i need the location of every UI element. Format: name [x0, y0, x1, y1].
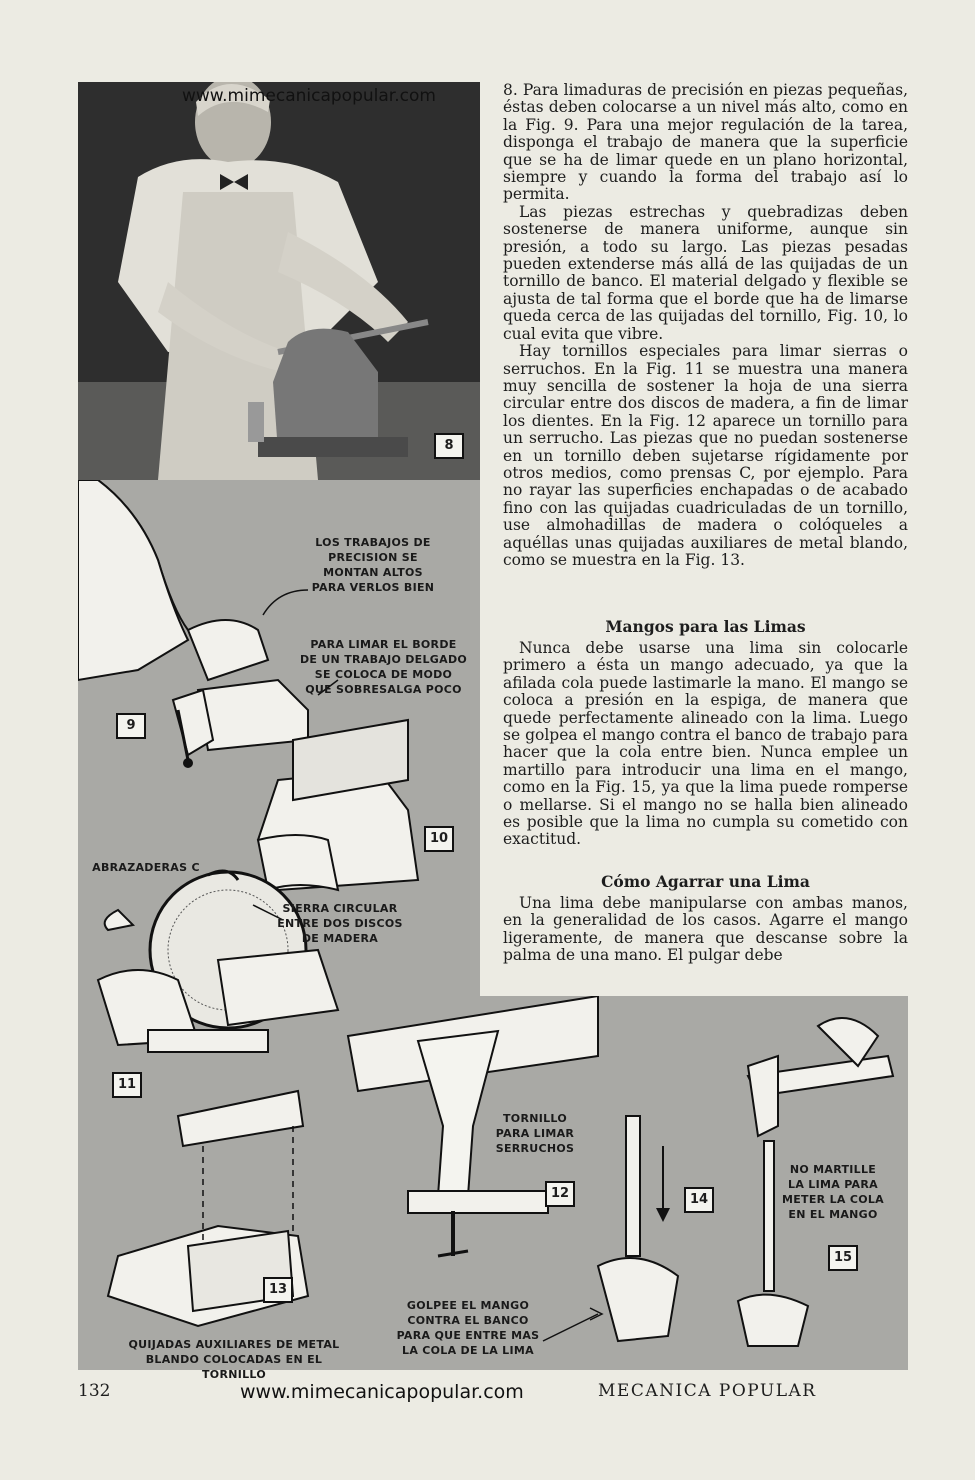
callout-hammer: NO MARTILLE LA LIMA PARA METER LA COLA EN EL MANGO — [782, 1163, 884, 1221]
paragraph-2: Las piezas estrechas y quebradizas deben sostenerse de manera uniforme, aunque sin presión, a todo su largo. Las piezas pesadas pueden extenderse más allá de las quijadas de un tornillo de banco. El material delgado y flexible se ajusta de tal forma que el borde que ha de limarse queda cerca de las quijadas del tornillo, Fig. 10, lo cual evita que vibre. — [503, 202, 908, 343]
figure-number-10: 10 — [424, 826, 454, 852]
callout-clamps: ABRAZADERAS C — [92, 861, 200, 874]
paragraph-5: Una lima debe manipularse con ambas manos, en la generalidad de los casos. Agarre el mango ligeramente, de manera que descanse sobre la palma de una mano. El pulgar debe — [503, 894, 908, 965]
paragraph-4: Nunca debe usarse una lima sin colocarle primero a ésta un mango adecuado, ya que la afilada cola puede lastimarle la mano. El mango se coloca a presión en la espiga, de manera que quede perfectamente alineado con la lima. Luego se golpea el mango contra el banco de trabajo para hacer que la cola entre bien. Nunca emplee un martillo para introducir una lima en el mango, como en la Fig. 15, ya que la lima puede romperse o mellarse. Si el mango no se halla bien alineado es posible que la lima no cumpla su cometido con exactitud. — [503, 639, 908, 849]
paragraph-3: Hay tornillos especiales para limar sierras o serruchos. En la Fig. 11 se muestra una manera muy sencilla de sostener la hoja de una sierra circular entre dos discos de madera, a fin de limar los dientes. En la Fig. 12 aparece un tornillo para un serrucho. Las piezas que no puedan sostenerse en un tornillo deben sujetarse rígidamente por otros medios, como prensas C, por ejemplo. Para no rayar las superficies enchapadas o de acabado fino con las quijadas cuadriculadas de un tornillo, use almohadillas de madera o colóqueles a aquéllas unas quijadas auxiliares de metal blando, como se muestra en la Fig. 13. — [503, 342, 908, 569]
callout-strike: GOLPEE EL MANGO CONTRA EL BANCO PARA QUE ENTRE MAS LA COLA DE LA LIMA — [396, 1299, 540, 1357]
paragraph-1: 8. Para limaduras de precisión en piezas pequeñas, éstas deben colocarse a un nivel más alto, como en la Fig. 9. Para una mejor regulación de la tarea, disponga el trabajo de manera que la superficie que se ha de limar quede en un plano horizontal, siempre y cuando la forma del trabajo así lo permita. — [503, 81, 908, 204]
figure-number-14: 14 — [684, 1187, 714, 1213]
magazine-name: MECANICA POPULAR — [598, 1381, 817, 1401]
photo-illustration — [78, 82, 480, 480]
figure-number-13: 13 — [263, 1277, 293, 1303]
section-heading-mangos: Mangos para las Limas — [605, 617, 806, 636]
figure-number-9: 9 — [116, 713, 146, 739]
callout-saw: SIERRA CIRCULAR ENTRE DOS DISCOS DE MADERA — [277, 902, 403, 945]
section-heading-agarrar: Cómo Agarrar una Lima — [601, 872, 810, 891]
body-text-mangos — [503, 640, 908, 849]
callout-jaws: QUIJADAS AUXILIARES DE METAL BLANDO COLOCADAS EN EL TORNILLO — [128, 1338, 340, 1381]
page-number: 132 — [78, 1381, 111, 1401]
figure-number-15: 15 — [828, 1245, 858, 1271]
callout-edge: PARA LIMAR EL BORDE DE UN TRABAJO DELGADO SE COLOCA DE MODO QUE SOBRESALGA POCO — [299, 638, 468, 696]
callout-precision: LOS TRABAJOS DE PRECISION SE MONTAN ALTOS PARA VERLOS BIEN — [311, 536, 435, 594]
figure-number-11: 11 — [112, 1072, 142, 1098]
body-text-agarrar — [503, 895, 908, 965]
figure-number-8: 8 — [434, 433, 464, 459]
callout-vise-saw: TORNILLO PARA LIMAR SERRUCHOS — [495, 1112, 575, 1155]
figure-number-12: 12 — [545, 1181, 575, 1207]
watermark-top[interactable]: www.mimecanicapopular.com — [182, 86, 436, 106]
body-text-top — [503, 82, 908, 569]
watermark-bottom[interactable]: www.mimecanicapopular.com — [240, 1381, 524, 1403]
photo-figure-8 — [78, 82, 480, 480]
